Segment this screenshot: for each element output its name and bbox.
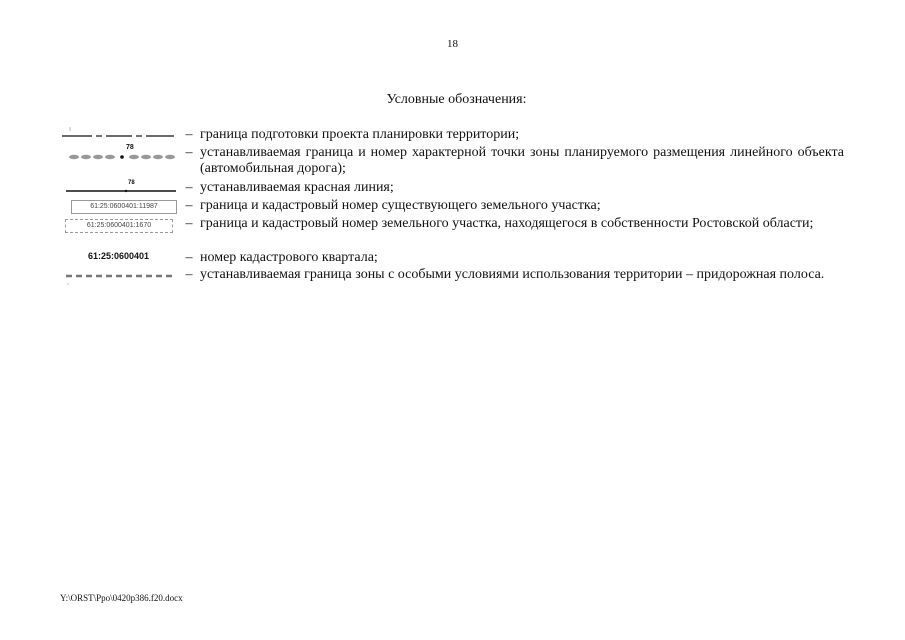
legend bbox=[62, 127, 844, 300]
legend-item-regional-parcel bbox=[62, 216, 844, 250]
legend-item-cadastral-quarter bbox=[62, 250, 844, 267]
regional-parcel-symbol bbox=[62, 216, 178, 232]
cadastral-quarter-label: 61:25:0600401 bbox=[88, 251, 150, 261]
dash: – bbox=[185, 198, 193, 213]
file-path-footer: Y:\ORST\Ppo\0420p386.f20.docx bbox=[60, 593, 183, 603]
dash: – bbox=[185, 127, 193, 142]
legend-title: Условные обозначения: bbox=[386, 92, 527, 107]
existing-parcel-symbol bbox=[62, 198, 178, 214]
legend-text: устанавливаемая граница зоны с особыми условиями использования территории – придорожная полоса. bbox=[200, 267, 825, 282]
dash: – bbox=[185, 180, 193, 195]
dash: – bbox=[185, 250, 193, 265]
cadastral-quarter-symbol bbox=[62, 250, 178, 266]
red-line-symbol bbox=[62, 180, 178, 196]
dash: – bbox=[185, 145, 193, 160]
cadastral-number-label: 61:25:0600401:11987 bbox=[71, 200, 177, 214]
legend-text: устанавливаемая красная линия; bbox=[200, 180, 394, 195]
legend-item-red-line bbox=[62, 180, 844, 198]
point-number-label: 78 bbox=[126, 144, 134, 151]
planning-boundary-symbol bbox=[62, 127, 178, 143]
legend-text: граница и кадастровый номер земельного участка, находящегося в собственности Ростовской области; bbox=[200, 216, 814, 231]
legend-text: устанавливаемая граница и номер характерной точки зоны планируемого размещения линейного объекта (автомобильная дорога); bbox=[200, 145, 844, 176]
cadastral-number-label: 61:25:0600401:1670 bbox=[65, 219, 173, 233]
legend-item-existing-parcel bbox=[62, 198, 844, 216]
legend-item-planning-boundary bbox=[62, 127, 844, 145]
legend-text: граница и кадастровый номер существующего земельного участка; bbox=[200, 198, 601, 213]
legend-item-roadside-zone bbox=[62, 267, 844, 300]
legend-text: граница подготовки проекта планировки территории; bbox=[200, 127, 520, 142]
roadside-zone-symbol bbox=[62, 267, 178, 283]
legend-item-linear-object-zone bbox=[62, 145, 844, 180]
linear-object-zone-symbol bbox=[62, 145, 178, 161]
legend-text: номер кадастрового квартала; bbox=[200, 250, 378, 265]
dash: – bbox=[185, 267, 193, 282]
point-number-label: 78 bbox=[128, 180, 135, 186]
page-number: 18 bbox=[447, 38, 458, 50]
dash: – bbox=[185, 216, 193, 231]
